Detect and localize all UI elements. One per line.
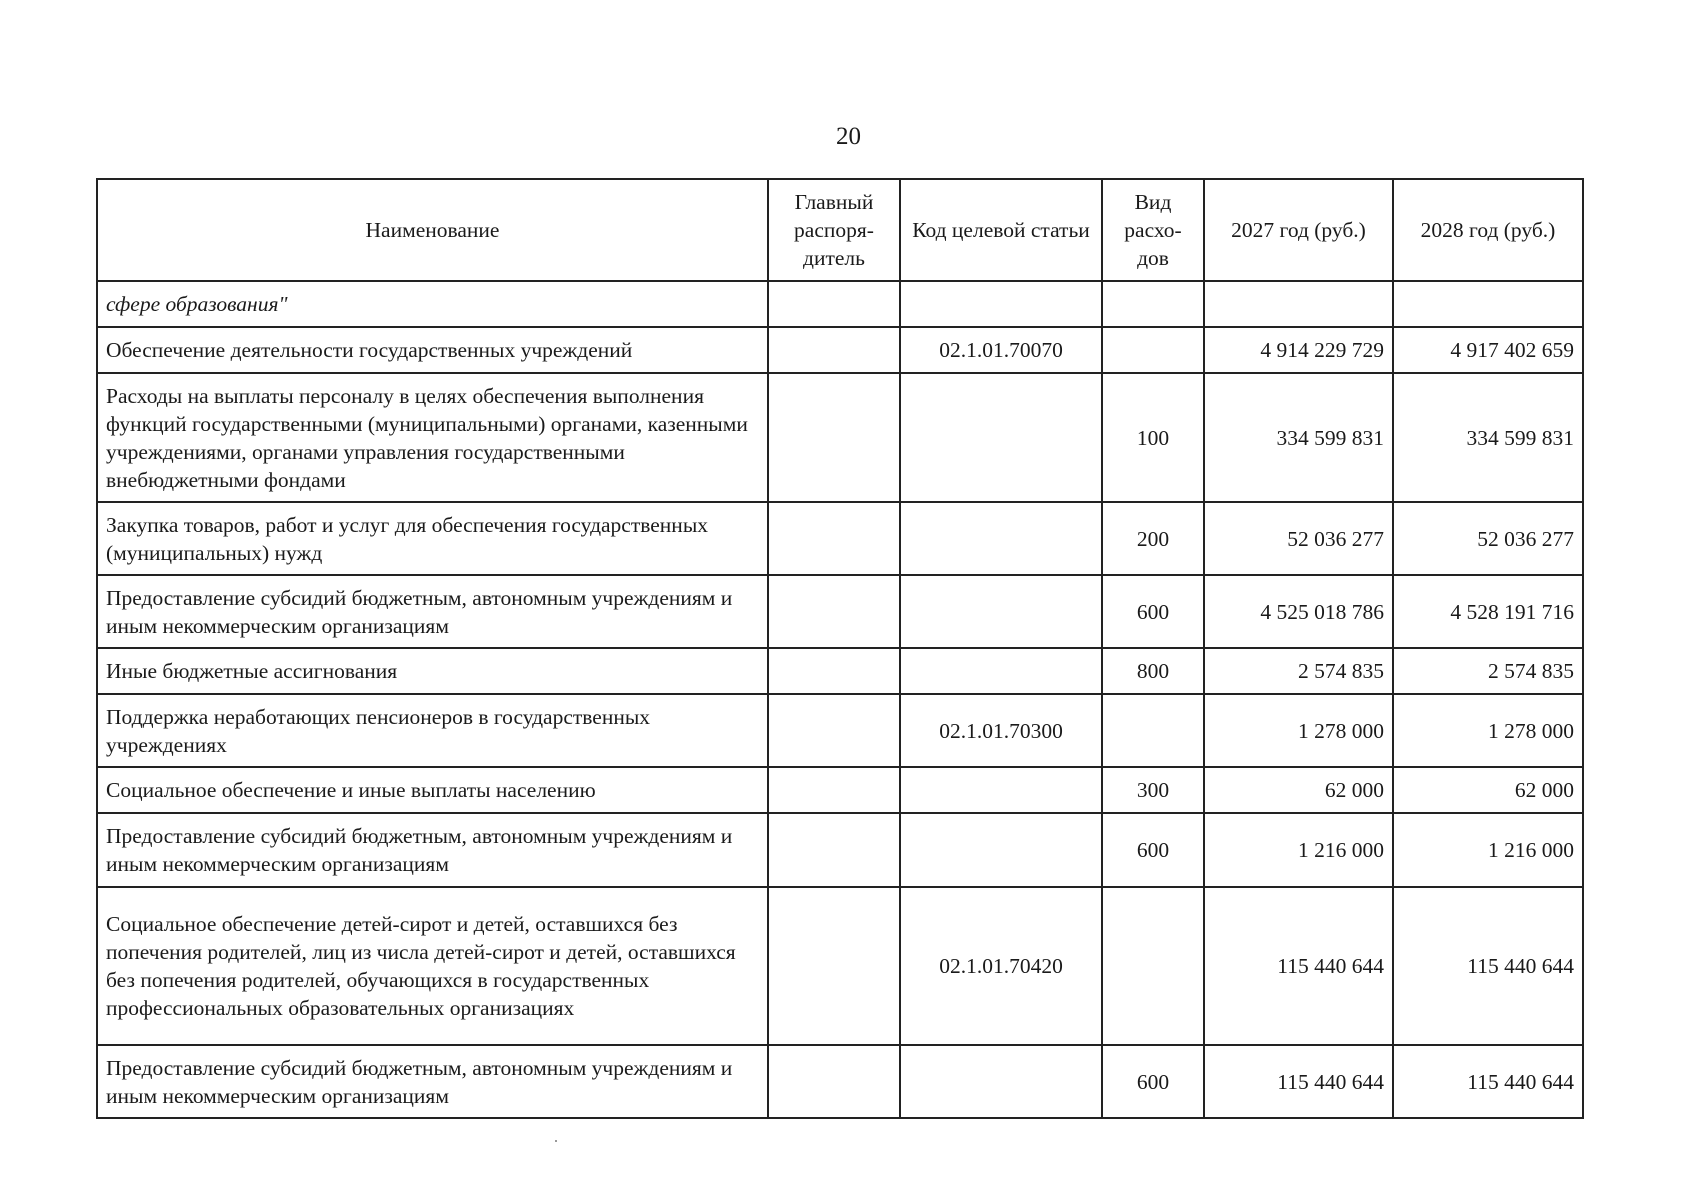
row-chief-manager (768, 1045, 900, 1118)
row-target-code: 02.1.01.70420 (900, 887, 1102, 1045)
row-target-code (900, 648, 1102, 694)
row-target-code (900, 373, 1102, 502)
row-amount-2028: 1 216 000 (1393, 813, 1583, 887)
header-chief-manager: Главный распоря-дитель (768, 179, 900, 281)
row-expense-type (1102, 887, 1204, 1045)
header-expense-type: Вид расхо-дов (1102, 179, 1204, 281)
row-amount-2027: 334 599 831 (1204, 373, 1393, 502)
table-row (97, 887, 1583, 1045)
row-expense-type: 600 (1102, 575, 1204, 648)
table-row (97, 373, 1583, 502)
row-chief-manager (768, 887, 900, 1045)
row-amount-2028 (1393, 281, 1583, 327)
table-row (97, 813, 1583, 887)
row-amount-2028: 62 000 (1393, 767, 1583, 813)
row-target-code: 02.1.01.70070 (900, 327, 1102, 373)
row-amount-2027 (1204, 281, 1393, 327)
table-row (97, 648, 1583, 694)
row-expense-type: 200 (1102, 502, 1204, 575)
table-row (97, 575, 1583, 648)
row-target-code (900, 813, 1102, 887)
row-amount-2028: 115 440 644 (1393, 1045, 1583, 1118)
row-expense-type (1102, 694, 1204, 767)
row-amount-2027: 1 216 000 (1204, 813, 1393, 887)
row-amount-2028: 52 036 277 (1393, 502, 1583, 575)
row-expense-type: 600 (1102, 1045, 1204, 1118)
row-name: Расходы на выплаты персоналу в целях обеспечения выполнения функций государственными (муниципальными) органами, казенными учреждениями, органами управления государственными внебюджетными фондами (97, 373, 768, 502)
row-expense-type: 300 (1102, 767, 1204, 813)
row-chief-manager (768, 813, 900, 887)
header-year-2027: 2027 год (руб.) (1204, 179, 1393, 281)
row-expense-type (1102, 327, 1204, 373)
row-chief-manager (768, 694, 900, 767)
table-body (97, 281, 1583, 1118)
row-amount-2028: 1 278 000 (1393, 694, 1583, 767)
row-expense-type: 800 (1102, 648, 1204, 694)
page-number: 20 (836, 123, 861, 150)
row-amount-2027: 4 525 018 786 (1204, 575, 1393, 648)
row-target-code (900, 502, 1102, 575)
row-name: Предоставление субсидий бюджетным, автономным учреждениям и иным некоммерческим организациям (97, 813, 768, 887)
row-chief-manager (768, 327, 900, 373)
row-amount-2028: 4 528 191 716 (1393, 575, 1583, 648)
table-row (97, 327, 1583, 373)
row-amount-2028: 115 440 644 (1393, 887, 1583, 1045)
row-expense-type: 600 (1102, 813, 1204, 887)
row-name: Закупка товаров, работ и услуг для обеспечения государственных (муниципальных) нужд (97, 502, 768, 575)
budget-table (96, 178, 1584, 1119)
header-target-code: Код целевой статьи (900, 179, 1102, 281)
table-row (97, 1045, 1583, 1118)
table-row (97, 767, 1583, 813)
row-chief-manager (768, 767, 900, 813)
row-expense-type: 100 (1102, 373, 1204, 502)
row-chief-manager (768, 502, 900, 575)
row-amount-2027: 52 036 277 (1204, 502, 1393, 575)
row-name: Обеспечение деятельности государственных учреждений (97, 327, 768, 373)
row-target-code (900, 575, 1102, 648)
row-target-code (900, 281, 1102, 327)
row-name: Социальное обеспечение детей-сирот и детей, оставшихся без попечения родителей, лиц из числа детей-сирот и детей, оставшихся без попечения родителей, обучающихся в государственных профессиональных образовательных организациях (97, 887, 768, 1045)
row-amount-2028: 4 917 402 659 (1393, 327, 1583, 373)
row-amount-2028: 2 574 835 (1393, 648, 1583, 694)
row-amount-2027: 115 440 644 (1204, 1045, 1393, 1118)
row-expense-type (1102, 281, 1204, 327)
header-year-2028: 2028 год (руб.) (1393, 179, 1583, 281)
row-chief-manager (768, 373, 900, 502)
row-amount-2027: 2 574 835 (1204, 648, 1393, 694)
table-row (97, 281, 1583, 327)
row-name: сфере образования" (97, 281, 768, 327)
row-name: Предоставление субсидий бюджетным, автономным учреждениям и иным некоммерческим организациям (97, 575, 768, 648)
row-target-code (900, 767, 1102, 813)
scan-speck (555, 1140, 557, 1142)
row-name: Предоставление субсидий бюджетным, автономным учреждениям и иным некоммерческим организациям (97, 1045, 768, 1118)
table-row (97, 502, 1583, 575)
row-target-code: 02.1.01.70300 (900, 694, 1102, 767)
table-row (97, 694, 1583, 767)
table-header (97, 179, 1583, 281)
row-amount-2027: 1 278 000 (1204, 694, 1393, 767)
row-chief-manager (768, 575, 900, 648)
header-name: Наименование (97, 179, 768, 281)
row-chief-manager (768, 648, 900, 694)
row-name: Социальное обеспечение и иные выплаты населению (97, 767, 768, 813)
row-amount-2028: 334 599 831 (1393, 373, 1583, 502)
row-amount-2027: 115 440 644 (1204, 887, 1393, 1045)
row-chief-manager (768, 281, 900, 327)
row-target-code (900, 1045, 1102, 1118)
row-amount-2027: 62 000 (1204, 767, 1393, 813)
row-amount-2027: 4 914 229 729 (1204, 327, 1393, 373)
header-row (97, 179, 1583, 281)
row-name: Иные бюджетные ассигнования (97, 648, 768, 694)
row-name: Поддержка неработающих пенсионеров в государственных учреждениях (97, 694, 768, 767)
